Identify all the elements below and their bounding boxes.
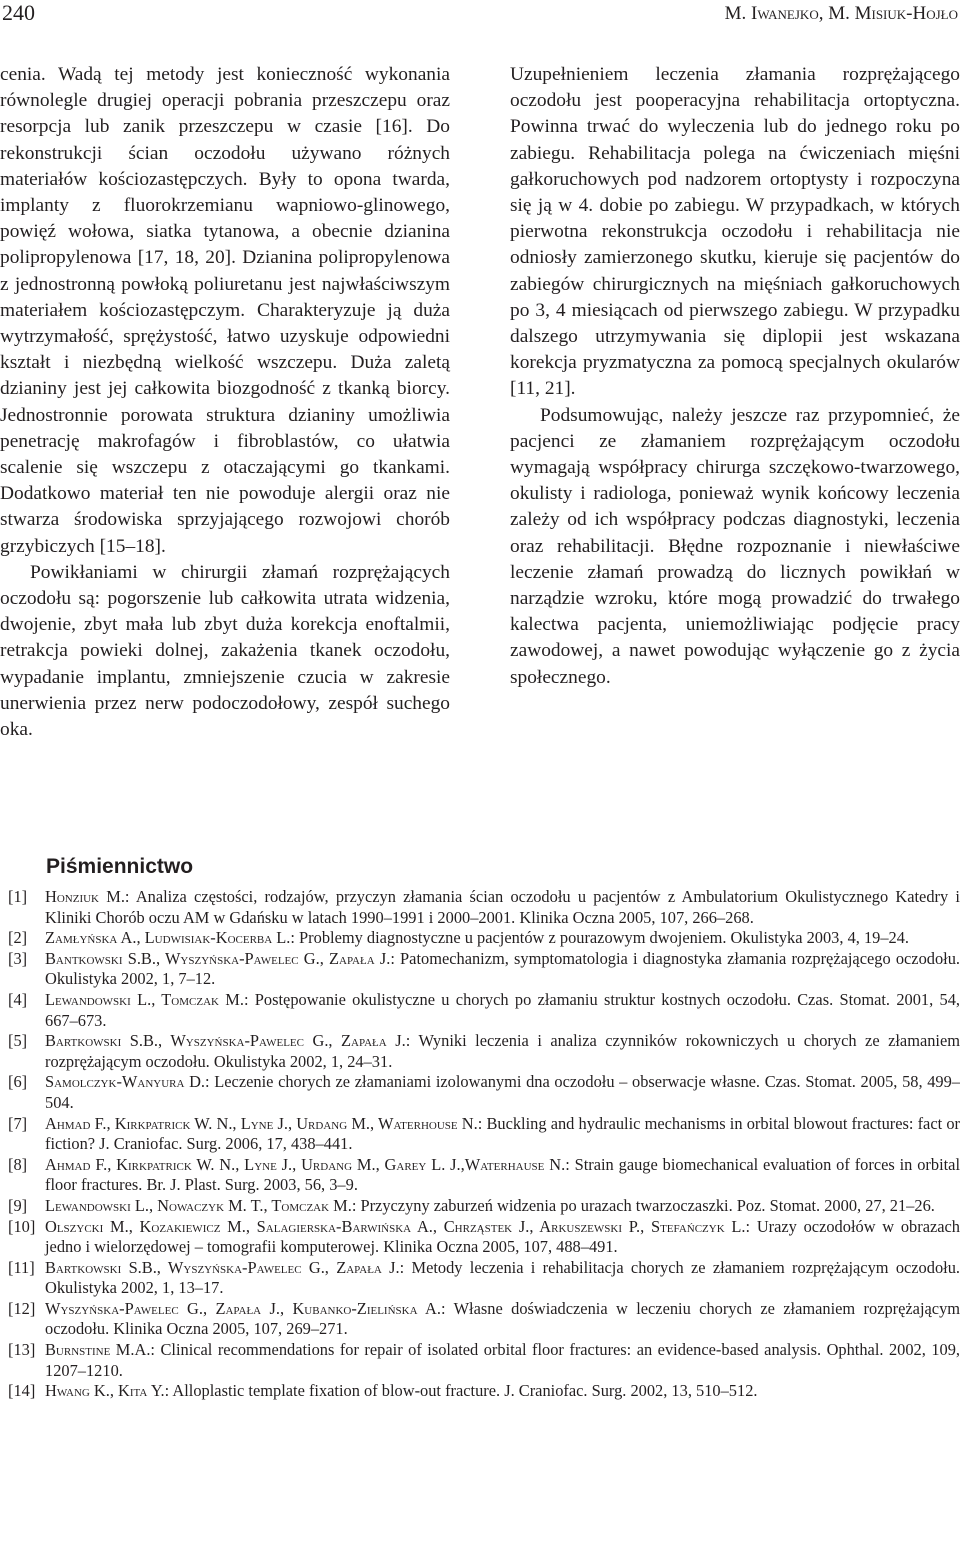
reference-text: : Buckling and hydraulic mechanisms in orbital blowout fractures: fact or fiction? J. Craniofac. Surg. 2006, 17, 438–441. <box>45 1113 960 1154</box>
reference-number: [4] <box>8 989 28 1009</box>
reference-item <box>0 1299 960 1340</box>
reference-text: : Wyniki leczenia i analiza czynników rokowniczych u chorych ze złamaniem rozprężającym oczodołu. Okulistyka 2002, 1, 24–31. <box>45 1031 960 1071</box>
reference-authors: Olszycki M., Kozakiewicz M., Salagierska-Barwińska A., Chrząstek J., Arkuszewski P., Stefańczyk L. <box>45 1216 746 1236</box>
reference-text: : Własne doświadczenia w leczeniu chorych ze złamaniem rozprężającym oczodołu. Klinika Oczna 2005, 107, 269–271. <box>45 1298 960 1339</box>
reference-number: [12] <box>8 1298 36 1318</box>
reference-authors: Lewandowski L., Nowaczyk M. T., Tomczak M. <box>45 1195 352 1215</box>
reference-number: [14] <box>8 1381 36 1401</box>
reference-item <box>0 1340 960 1381</box>
reference-authors: Hwang K., Kita Y. <box>45 1381 165 1401</box>
reference-number: [11] <box>8 1257 35 1277</box>
left-paragraph-2: Powikłaniami w chirurgii złamań rozprężających oczodołu są: pogorszenie lub całkowita utrata widzenia, dwojenie, zbyt mała lub zbyt duża korekcja enoftalmii, retrakcja powieki dolnej, zakażenia tkanek oczodołu, wypadanie implantu, zmniejszenie czucia w zakresie unerwienia przez nerw podoczodołowy, zespół suchego oka. <box>0 561 450 741</box>
reference-authors: Ahmad F., Kirkpatrick W. N., Lyne J., Urdang M., Waterhouse N. <box>45 1113 478 1133</box>
reference-item <box>0 1031 960 1072</box>
reference-item <box>0 1072 960 1113</box>
reference-text: : Urazy oczodołów w obrazach jedno i wielorzędowej – tomografii komputerowej. Klinika Oczna 2005, 107, 488–491. <box>45 1216 960 1257</box>
reference-number: [13] <box>8 1340 36 1360</box>
reference-text: : Metody leczenia i rehabilitacja chorych ze złamaniem rozprężającym oczodołu. Okulistyka 2002, 1, 13–17. <box>45 1257 960 1298</box>
right-paragraph-1: Uzupełnieniem leczenia złamania rozprężającego oczodołu jest pooperacyjna rehabilitacja ortoptyczna. Powinna trwać do wyleczenia lub do jednego roku po zabiegu. Rehabilitacja polega na ćwiczeniach mięśni gałkoruchowych pod nadzorem ortoptysty i rozpoczyna się ją w 4. dobie po zabiegu. W przypadkach, w których pierwotna rekonstrukcja oczodołu i rehabilitacja nie odniosły zamierzonego skutku, kieruje się pacjentów do zabiegów chirurgicznych na mięśniach gałkoruchowych po 3, 4 miesiącach od pierwszego zabiegu. W przypadku dalszego utrzymywania się diplopii jest wskazana korekcja pryzmatyczna za pomocą specjalnych okularów [11, 21]. <box>510 64 960 400</box>
reference-authors: Bartkowski S.B., Wyszyńska-Pawelec G., Zapała J. <box>45 1257 400 1277</box>
reference-text: : Clinical recommendations for repair of isolated orbital floor fractures: an evidence-based analysis. Ophthal. 2002, 109, 1207–1210. <box>45 1340 960 1380</box>
reference-item <box>0 1155 960 1196</box>
reference-item <box>0 990 960 1031</box>
reference-number: [3] <box>8 948 28 968</box>
left-paragraph-1: cenia. Wadą tej metody jest konieczność wykonania równolegle drugiej operacji pobrania przeszczepu oraz resorpcja lub zanik przeszczepu w czasie [16]. Do rekonstrukcji ścian oczodołu używano różnych materiałów kościozastępczych. Były to opona twarda, implanty z fluorokrzemianu wapniowo-glinowego, powięź wołowa, siatka tytanowa, a obecnie dzianina polipropylenowa [17, 18, 20]. Dzianina polipropylenowa z jednostronną powłoką poliuretanu jest najwłaściwszym materiałem kościozastępczym. Charakteryzuje ją duża wytrzymałość, sprężystość, łatwo uzyskuje odpowiedni kształt i niezbędną wielkość wszczepu. Duża zaletą dzianiny jest jej całkowita biozgodność z tkanką biorcy. Jednostronnie porowata struktura dzianiny umożliwia penetrację makrofagów i fibroblastów, co ułatwia scalenie się wszczepu z otaczającymi go tkankami. Dodatkowo materiał ten nie powoduje alergii oraz nie stwarza środowiska sprzyjającego rozwojowi chorób grzybiczych [15–18]. <box>0 64 450 557</box>
reference-item <box>0 1114 960 1155</box>
reference-number: [7] <box>8 1113 28 1133</box>
reference-authors: Lewandowski L., Tomczak M. <box>45 989 244 1009</box>
running-title: M. Iwanejko, M. Misiuk-Hojło <box>724 3 958 24</box>
reference-item <box>0 1381 960 1402</box>
left-column <box>0 62 450 743</box>
reference-number: [5] <box>8 1031 28 1051</box>
reference-item <box>0 949 960 990</box>
reference-authors: Zamłyńska A., Ludwisiak-Kocerba L. <box>45 928 291 948</box>
reference-authors: Wyszyńska-Pawelec G., Zapała J., Kubanko-Zielińska A. <box>45 1298 441 1318</box>
reference-item <box>0 1258 960 1299</box>
reference-text: : Patomechanizm, symptomatologia i diagnostyka złamania rozprężającego oczodołu. Okulistyka 2002, 1, 7–12. <box>45 948 960 989</box>
reference-number: [10] <box>8 1216 36 1236</box>
reference-text: : Problemy diagnostyczne u pacjentów z pourazowym dwojeniem. Okulistyka 2003, 4, 19–24. <box>290 928 910 948</box>
reference-text: : Alloplastic template fixation of blow-out fracture. J. Craniofac. Surg. 2002, 13, 510–512. <box>164 1381 758 1401</box>
reference-item <box>0 887 960 928</box>
reference-authors: Bantkowski S.B., Wyszyńska-Pawelec G., Zapała J. <box>45 948 391 968</box>
right-column <box>510 62 960 691</box>
reference-authors: Ahmad F., Kirkpatrick W. N., Lyne J., Urdang M., Garey L. J.,Waterhause N. <box>45 1154 566 1174</box>
reference-item <box>0 1217 960 1258</box>
reference-number: [1] <box>8 887 28 906</box>
reference-authors: Samolczyk-Wanyura D. <box>45 1072 206 1092</box>
reference-authors: Burnstine M.A. <box>45 1340 151 1360</box>
reference-text: : Strain gauge biomechanical evaluation of forces in orbital floor fractures. Br. J. Plast. Surg. 2003, 56, 3–9. <box>45 1154 960 1195</box>
reference-authors: Bartkowski S.B., Wyszyńska-Pawelec G., Zapała J. <box>45 1031 406 1051</box>
reference-text: : Analiza częstości, rodzajów, przyczyn złamania ścian oczodołu u pacjentów z Ambulatorium Okulistycznego Katedry i Kliniki Chorób oczu AM w Gdańsku w latach 1990–1991 i 2000–2001. Klinika Oczna 2005, 107, 266–268. <box>45 887 960 927</box>
reference-text: : Leczenie chorych ze złamaniami izolowanymi dna oczodołu – obserwacje własne. Czas. Stomat. 2005, 58, 499–504. <box>45 1072 960 1112</box>
reference-number: [6] <box>8 1072 28 1092</box>
reference-item <box>0 928 960 949</box>
reference-number: [2] <box>8 928 28 948</box>
page-number: 240 <box>2 0 35 25</box>
reference-number: [9] <box>8 1195 28 1215</box>
reference-item <box>0 1196 960 1217</box>
references-list <box>0 887 960 1402</box>
reference-authors: Honziuk M. <box>45 887 125 906</box>
references-title: Piśmiennictwo <box>46 855 194 878</box>
page-header <box>0 0 960 26</box>
right-paragraph-2: Podsumowując, należy jeszcze raz przypomnieć, że pacjenci ze złamaniem rozprężającym oczodołu wymagają współpracy chirurga szczękowo-twarzowego, okulisty i radiologa, ponieważ wynik końcowy leczenia zależy od ich współpracy podczas diagnostyki, leczenia oraz rehabilitacji. Błędne rozpoznanie i niewłaściwe leczenie złamań prowadzą do licznych powikłań w narządzie wzroku, które mogą prowadzić do trwałego kalectwa pacjenta, uniemożliwiając podjęcie pracy zawodowej, a nawet powodując wyłączenie go z życia społecznego. <box>510 404 960 688</box>
reference-number: [8] <box>8 1154 28 1174</box>
reference-text: : Postępowanie okulistyczne u chorych po złamaniu struktur kostnych oczodołu. Czas. Stomat. 2001, 54, 667–673. <box>45 989 960 1030</box>
reference-text: : Przyczyny zaburzeń widzenia po urazach twarzoczaszki. Poz. Stomat. 2000, 27, 21–26. <box>351 1195 935 1215</box>
